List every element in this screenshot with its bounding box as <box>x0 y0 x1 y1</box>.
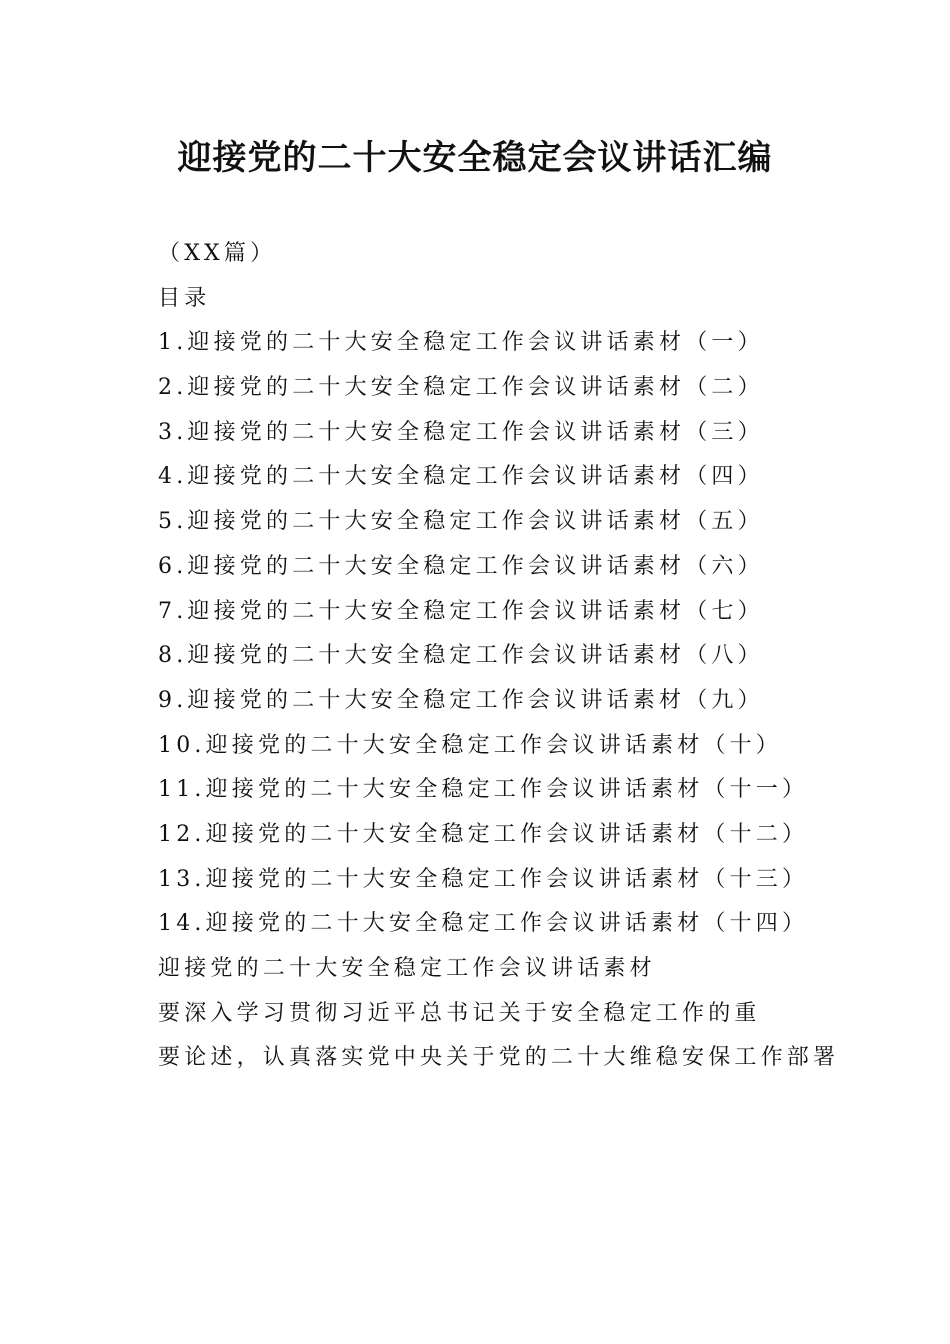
count-note: （XX篇） <box>158 241 277 266</box>
toc-item: 13.迎接党的二十大安全稳定工作会议讲话素材（十三） <box>158 866 809 892</box>
toc-item: 12.迎接党的二十大安全稳定工作会议讲话素材（十二） <box>158 821 809 847</box>
toc-item: 5.迎接党的二十大安全稳定工作会议讲话素材（五） <box>158 509 764 535</box>
toc-item: 8.迎接党的二十大安全稳定工作会议讲话素材（八） <box>158 643 764 669</box>
paragraph-line: 要深入学习贯彻习近平总书记关于安全稳定工作的重 <box>158 1000 761 1026</box>
document-title: 迎接党的二十大安全稳定会议讲话汇编 <box>177 138 773 178</box>
paragraph-line: 要论述，认真落实党中央关于党的二十大维稳安保工作部署 <box>158 1045 840 1071</box>
toc-item: 6.迎接党的二十大安全稳定工作会议讲话素材（六） <box>158 553 764 579</box>
toc-item: 2.迎接党的二十大安全稳定工作会议讲话素材（二） <box>158 375 764 401</box>
toc-item: 14.迎接党的二十大安全稳定工作会议讲话素材（十四） <box>158 911 809 937</box>
toc-item: 11.迎接党的二十大安全稳定工作会议讲话素材（十一） <box>158 777 809 803</box>
toc-item: 1.迎接党的二十大安全稳定工作会议讲话素材（一） <box>158 330 764 356</box>
toc-item: 4.迎接党的二十大安全稳定工作会议讲话素材（四） <box>158 464 764 490</box>
section-heading: 迎接党的二十大安全稳定工作会议讲话素材 <box>158 956 656 981</box>
toc-item: 10.迎接党的二十大安全稳定工作会议讲话素材（十） <box>158 732 782 758</box>
table-of-contents <box>158 321 858 947</box>
document-body <box>158 232 858 1081</box>
toc-item: 9.迎接党的二十大安全稳定工作会议讲话素材（九） <box>158 687 764 713</box>
toc-item: 7.迎接党的二十大安全稳定工作会议讲话素材（七） <box>158 598 764 624</box>
toc-item: 3.迎接党的二十大安全稳定工作会议讲话素材（三） <box>158 419 764 445</box>
toc-heading: 目录 <box>158 285 211 311</box>
